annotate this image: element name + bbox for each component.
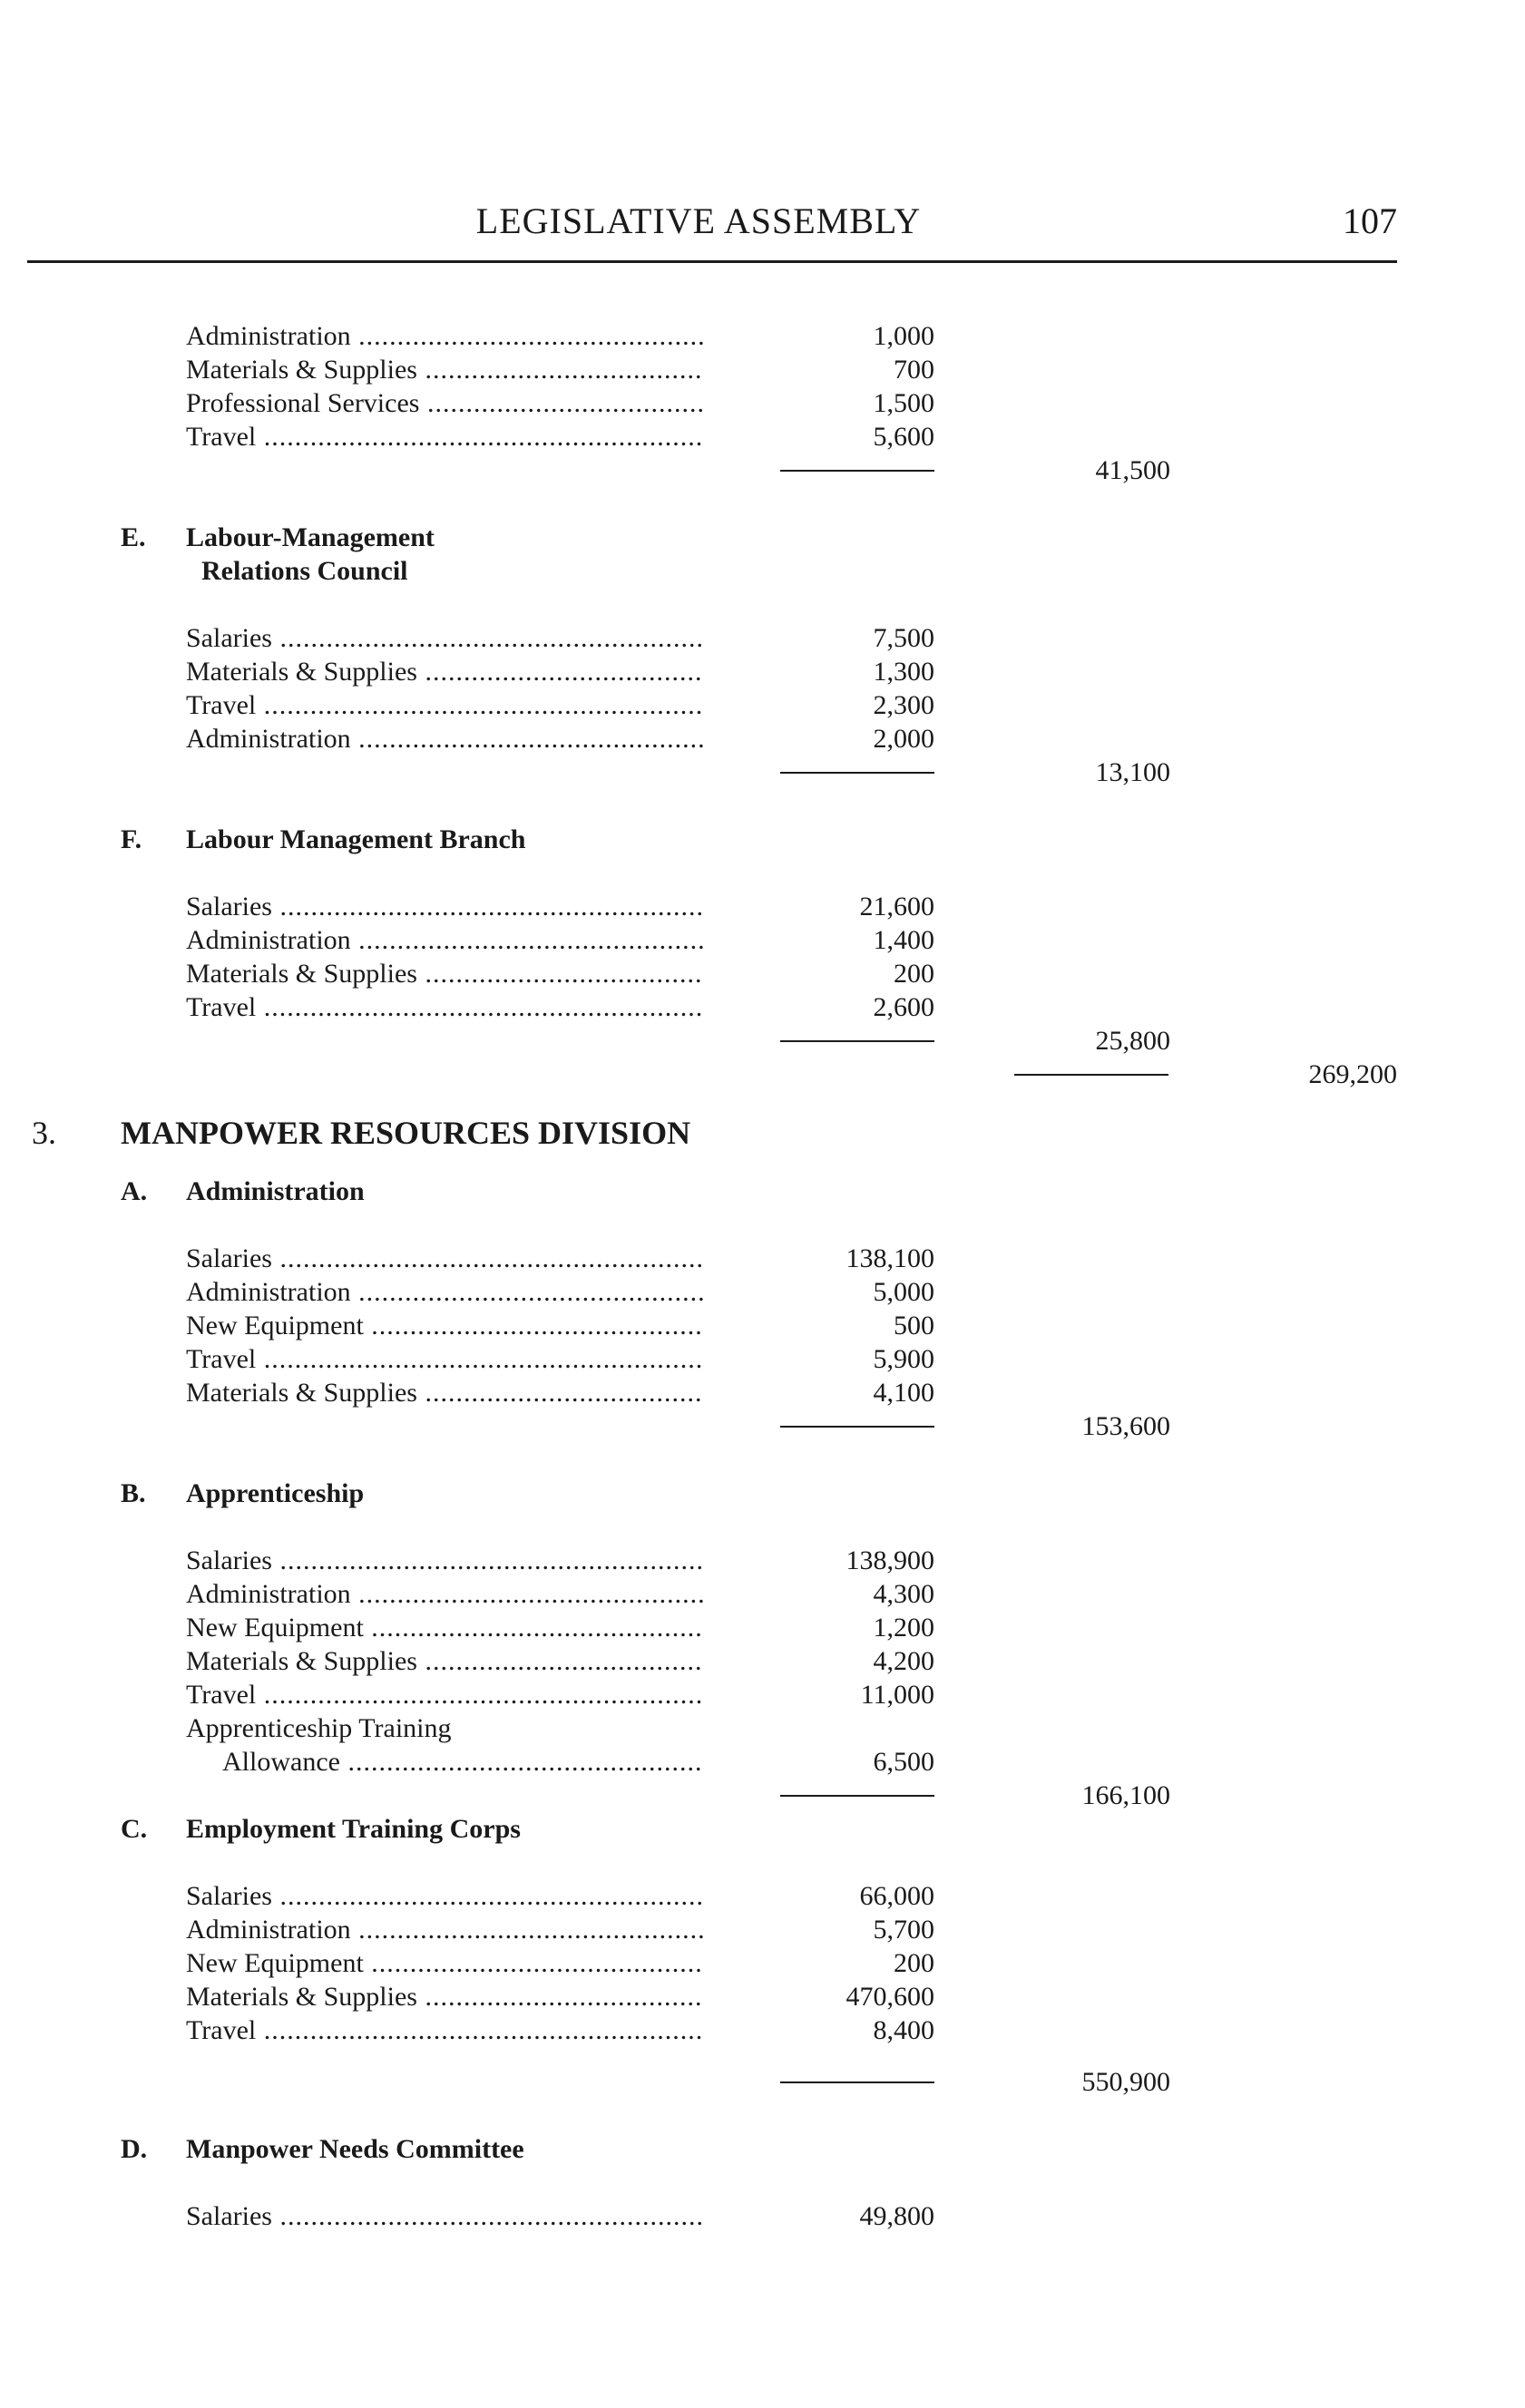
section-letter: C. xyxy=(121,1814,148,1844)
subtotal-row xyxy=(0,2065,1525,2099)
line-item xyxy=(0,2013,1525,2047)
line-item xyxy=(0,1678,1525,1711)
line-item-label: Salaries ..... xyxy=(186,621,703,655)
line-item xyxy=(0,2199,1525,2233)
line-item xyxy=(0,621,1525,655)
line-item-amount: 49,800 xyxy=(859,2201,934,2231)
line-item xyxy=(0,1980,1525,2013)
line-item xyxy=(0,420,1525,453)
line-item xyxy=(0,957,1525,990)
subtotal-row xyxy=(0,1409,1525,1443)
line-item xyxy=(0,990,1525,1024)
line-item-amount: 7,500 xyxy=(873,623,934,653)
line-item-label: Professional Services ..... xyxy=(186,386,703,420)
subtotal-row xyxy=(0,756,1525,789)
line-item-amount: 66,000 xyxy=(859,1881,934,1911)
section-letter: E. xyxy=(121,522,146,552)
line-item xyxy=(0,1342,1525,1376)
section-title: Manpower Needs Committee xyxy=(186,2134,524,2164)
line-item-label: Administration ..... xyxy=(186,923,703,957)
line-item-label: New Equipment ..... xyxy=(186,1946,703,1980)
line-item xyxy=(0,353,1525,386)
line-item xyxy=(0,1745,1525,1779)
line-item-amount: 21,600 xyxy=(859,892,934,921)
section-heading-continued xyxy=(0,554,1525,588)
page-number: 107 xyxy=(1343,200,1397,241)
line-item xyxy=(0,655,1525,688)
line-item-label: Travel ..... xyxy=(186,1342,703,1376)
document-body xyxy=(0,319,1525,2233)
line-item-amount: 1,200 xyxy=(873,1613,934,1643)
line-item-label: New Equipment ..... xyxy=(186,1309,703,1342)
section-heading xyxy=(0,1812,1525,1846)
subtotal-row xyxy=(0,1024,1525,1058)
line-item-label: Travel ..... xyxy=(186,420,703,453)
line-item xyxy=(0,1242,1525,1275)
line-item-label: Travel ..... xyxy=(186,990,703,1024)
line-item xyxy=(0,923,1525,957)
subtotal-rule xyxy=(780,470,934,472)
section-title: Employment Training Corps xyxy=(186,1814,521,1844)
section-letter: F. xyxy=(121,824,142,854)
subtotal-amount: 13,100 xyxy=(1095,757,1170,787)
subtotal-rule xyxy=(780,1426,934,1428)
section-title-line2: Relations Council xyxy=(201,556,408,586)
line-item-label: Materials & Supplies ..... xyxy=(186,1980,703,2013)
line-item-amount: 2,000 xyxy=(873,724,934,754)
line-item-label: Allowance ..... xyxy=(222,1745,703,1779)
line-item-label: Salaries ..... xyxy=(186,1544,703,1577)
line-item-label: Materials & Supplies ..... xyxy=(186,655,703,688)
header-rule xyxy=(27,260,1397,263)
line-item xyxy=(0,1577,1525,1611)
line-item-amount: 700 xyxy=(894,355,934,385)
subtotal-rule xyxy=(780,2081,934,2083)
section-letter: D. xyxy=(121,2134,148,2164)
section-heading xyxy=(0,2132,1525,2166)
line-item xyxy=(0,1946,1525,1980)
line-item-amount: 11,000 xyxy=(860,1680,934,1710)
line-item-label: Travel ..... xyxy=(186,1678,703,1711)
line-item-amount: 4,300 xyxy=(873,1579,934,1609)
line-item-label: Administration ..... xyxy=(186,319,703,353)
line-item-amount: 5,600 xyxy=(873,422,934,452)
line-item-amount: 138,900 xyxy=(846,1545,934,1575)
division-number: 3. xyxy=(32,1115,56,1151)
line-item xyxy=(0,1879,1525,1913)
line-item-amount: 1,400 xyxy=(873,925,934,955)
line-item xyxy=(0,722,1525,756)
line-item-label: Materials & Supplies ..... xyxy=(186,957,703,990)
section-letter: B. xyxy=(121,1478,146,1508)
line-item-label: Travel ..... xyxy=(186,2013,703,2047)
line-item xyxy=(0,1913,1525,1946)
line-item-label: Administration ..... xyxy=(186,1577,703,1611)
section-title: Administration xyxy=(186,1176,365,1206)
line-item-amount: 5,700 xyxy=(873,1915,934,1945)
line-item-label: Salaries ..... xyxy=(186,1242,703,1275)
line-item-label: Administration ..... xyxy=(186,1913,703,1946)
line-item-label: Administration ..... xyxy=(186,1275,703,1309)
line-item-amount: 5,000 xyxy=(873,1277,934,1307)
line-item-amount: 4,200 xyxy=(873,1646,934,1676)
division-total-rule xyxy=(1014,1074,1168,1076)
subtotal-rule xyxy=(780,772,934,774)
line-item-label: Materials & Supplies ..... xyxy=(186,1644,703,1678)
line-item-amount: 1,500 xyxy=(873,388,934,418)
section-letter: A. xyxy=(121,1176,148,1206)
subtotal-amount: 153,600 xyxy=(1081,1411,1170,1441)
line-item-amount: 1,000 xyxy=(873,321,934,351)
section-heading xyxy=(0,1175,1525,1208)
line-item-label: Apprenticeship Training xyxy=(186,1713,452,1743)
division-heading xyxy=(0,1109,1525,1156)
line-item xyxy=(0,1376,1525,1409)
section-title: Labour-Management xyxy=(186,522,435,552)
line-item xyxy=(0,1544,1525,1577)
subtotal-amount: 41,500 xyxy=(1095,455,1170,485)
line-item-amount: 8,400 xyxy=(873,2015,934,2045)
subtotal-amount: 550,900 xyxy=(1081,2067,1170,2097)
line-item-amount: 500 xyxy=(894,1311,934,1340)
line-item-label: Materials & Supplies ..... xyxy=(186,353,703,386)
line-item xyxy=(0,1611,1525,1644)
line-item-amount: 200 xyxy=(894,1948,934,1978)
line-item xyxy=(0,386,1525,420)
line-item-label: Salaries ..... xyxy=(186,2199,703,2233)
line-item xyxy=(0,319,1525,353)
line-item-amount: 200 xyxy=(894,959,934,989)
section-heading xyxy=(0,823,1525,856)
line-item-label: New Equipment ..... xyxy=(186,1611,703,1644)
division-title: MANPOWER RESOURCES DIVISION xyxy=(121,1115,691,1151)
line-item-amount: 5,900 xyxy=(873,1344,934,1374)
line-item xyxy=(0,1309,1525,1342)
line-item-amount: 138,100 xyxy=(846,1243,934,1273)
line-item-amount: 2,600 xyxy=(873,992,934,1022)
line-item xyxy=(0,1644,1525,1678)
line-item-amount: 6,500 xyxy=(873,1747,934,1777)
line-item-label: Administration ..... xyxy=(186,722,703,756)
subtotal-amount: 166,100 xyxy=(1081,1780,1170,1810)
section-heading xyxy=(0,521,1525,554)
subtotal-rule xyxy=(780,1040,934,1042)
section-title: Labour Management Branch xyxy=(186,824,526,854)
line-item-amount: 2,300 xyxy=(873,690,934,720)
division-total-row xyxy=(0,1058,1525,1091)
line-item-label-continued xyxy=(0,1711,1525,1745)
line-item xyxy=(0,688,1525,722)
line-item-label: Salaries ..... xyxy=(186,890,703,923)
line-item-amount: 470,600 xyxy=(846,1982,934,2012)
line-item-amount: 1,300 xyxy=(873,657,934,687)
subtotal-row xyxy=(0,1779,1525,1812)
line-item xyxy=(0,1275,1525,1309)
subtotal-rule xyxy=(780,1795,934,1797)
section-heading xyxy=(0,1477,1525,1510)
page-title: LEGISLATIVE ASSEMBLY xyxy=(475,200,922,241)
line-item-label: Materials & Supplies ..... xyxy=(186,1376,703,1409)
subtotal-row xyxy=(0,453,1525,487)
division-total-amount: 269,200 xyxy=(1308,1059,1397,1089)
line-item-label: Travel ..... xyxy=(186,688,703,722)
line-item-label: Salaries ..... xyxy=(186,1879,703,1913)
subtotal-amount: 25,800 xyxy=(1095,1026,1170,1056)
line-item xyxy=(0,890,1525,923)
line-item-amount: 4,100 xyxy=(873,1378,934,1408)
section-title: Apprenticeship xyxy=(186,1478,365,1508)
